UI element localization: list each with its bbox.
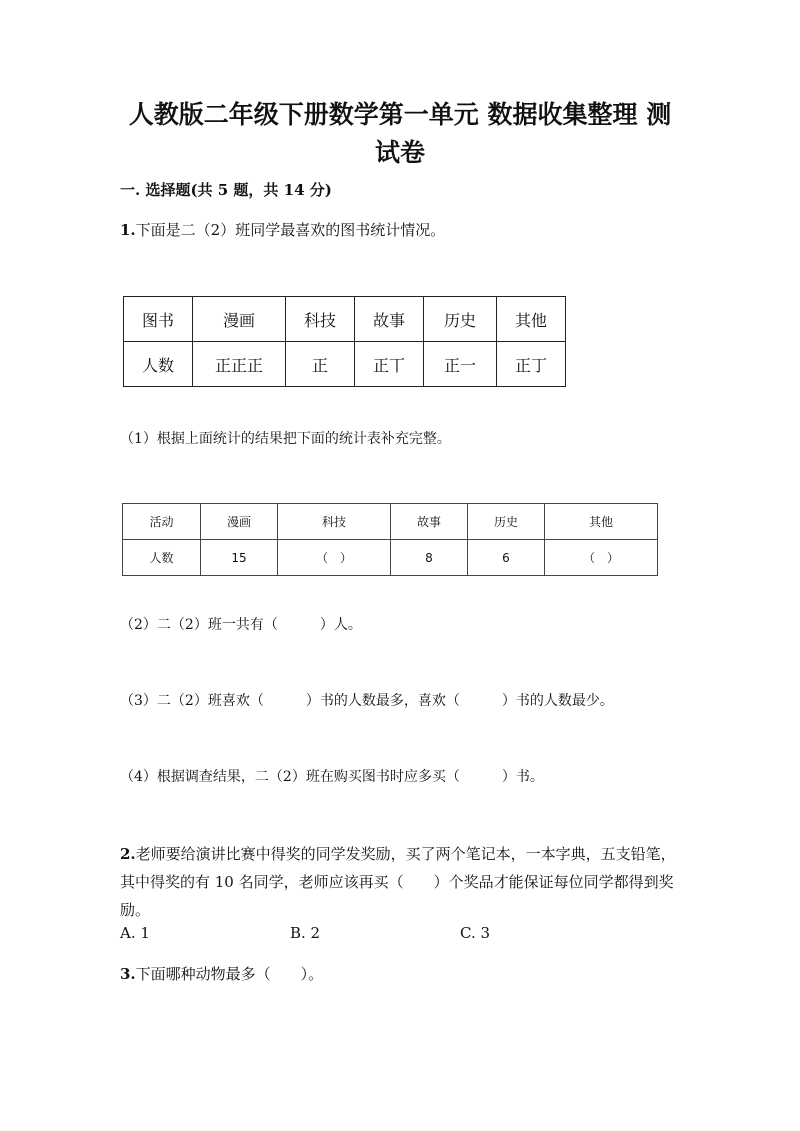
section-heading: 一. 选择题(共 5 题，共 14 分) — [120, 181, 332, 199]
table-cell: 漫画 — [193, 297, 286, 342]
page-title — [60, 96, 740, 172]
table-row — [124, 297, 566, 342]
table-cell: 正正正 — [193, 342, 286, 387]
answer-blank[interactable]: （ ） — [278, 540, 391, 576]
question-3-number: 3. — [120, 965, 136, 983]
answer-blank[interactable]: （ ） — [545, 540, 658, 576]
fill-in-table — [122, 503, 658, 576]
question-1-number: 1. — [120, 221, 136, 239]
table-cell: 人数 — [124, 342, 193, 387]
question-2 — [120, 840, 686, 924]
table-cell: 其他 — [545, 504, 658, 540]
table-cell: 正丅 — [355, 342, 424, 387]
table-row — [124, 342, 566, 387]
question-1-part-2: （2）二（2）班一共有（ ）人。 — [120, 617, 362, 633]
question-1-text: 下面是二（2）班同学最喜欢的图书统计情况。 — [135, 221, 446, 239]
question-2-text: 老师要给演讲比赛中得奖的同学发奖励，买了两个笔记本，一本字典，五支铅笔，其中得奖的有 10 名同学，老师应该再买（ ）个奖品才能保证每位同学都得到奖励。 — [120, 845, 676, 919]
question-1-part-1: （1）根据上面统计的结果把下面的统计表补充完整。 — [120, 431, 451, 447]
table-cell: 故事 — [355, 297, 424, 342]
question-3 — [120, 960, 323, 988]
table-cell: 其他 — [497, 297, 566, 342]
title-line-2: 试卷 — [374, 138, 425, 167]
table-cell: 正 — [286, 342, 355, 387]
table-cell: 人数 — [123, 540, 201, 576]
tally-table — [123, 296, 566, 387]
table-row — [123, 540, 658, 576]
table-cell: 历史 — [424, 297, 497, 342]
title-line-1: 人教版二年级下册数学第一单元 数据收集整理 测 — [128, 100, 672, 129]
table-cell: 故事 — [391, 504, 468, 540]
question-1-part-3: （3）二（2）班喜欢（ ）书的人数最多，喜欢（ ）书的人数最少。 — [120, 693, 614, 709]
option-c[interactable]: C. 3 — [460, 924, 491, 942]
option-b[interactable]: B. 2 — [290, 924, 321, 942]
question-2-number: 2. — [120, 845, 136, 863]
question-3-text: 下面哪种动物最多（ ）。 — [135, 965, 324, 983]
table-row — [123, 504, 658, 540]
table-cell: 活动 — [123, 504, 201, 540]
table-cell: 图书 — [124, 297, 193, 342]
table-cell: 8 — [391, 540, 468, 576]
question-1-part-4: （4）根据调查结果，二（2）班在购买图书时应多买（ ）书。 — [120, 769, 544, 785]
table-cell: 漫画 — [201, 504, 278, 540]
table-cell: 科技 — [286, 297, 355, 342]
table-cell: 科技 — [278, 504, 391, 540]
table-cell: 正一 — [424, 342, 497, 387]
table-cell: 历史 — [468, 504, 545, 540]
table-cell: 6 — [468, 540, 545, 576]
table-cell: 15 — [201, 540, 278, 576]
question-1 — [120, 216, 445, 244]
option-a[interactable]: A. 1 — [120, 924, 150, 942]
table-cell: 正丁 — [497, 342, 566, 387]
